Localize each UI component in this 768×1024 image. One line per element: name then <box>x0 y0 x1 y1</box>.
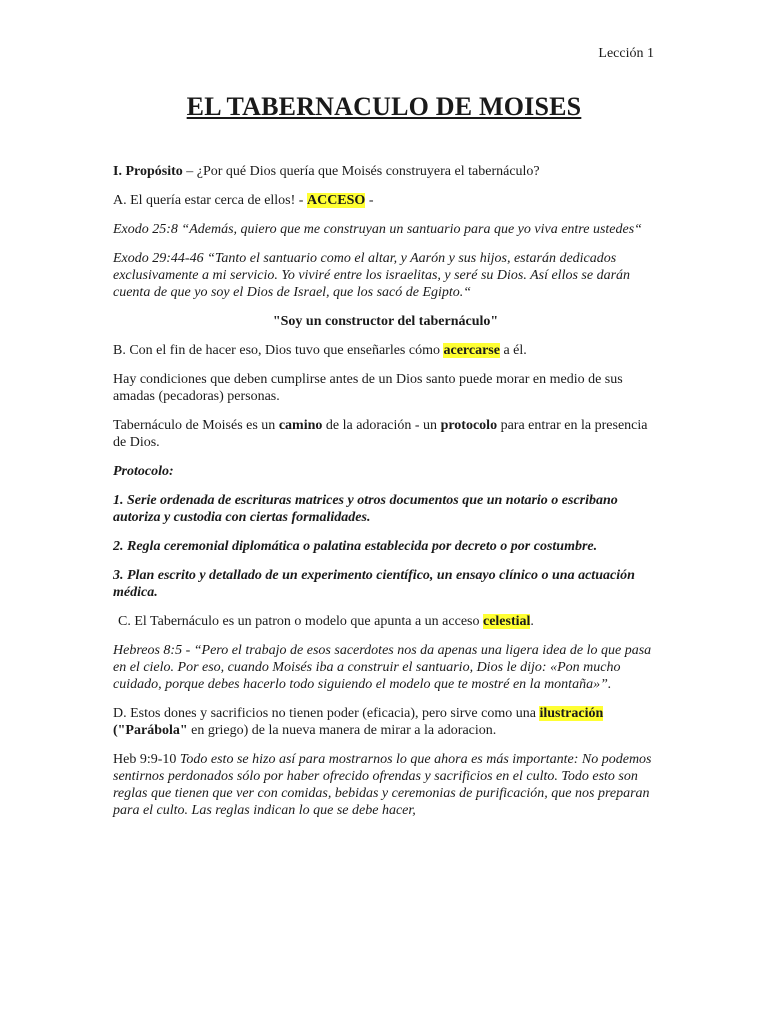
point-d-text: D. Estos dones y sacrificios no tienen poder (eficacia), pero sirve como una <box>113 706 540 721</box>
heb-9-paragraph <box>113 751 658 819</box>
conditions-paragraph: Hay condiciones que deben cumplirse antes de un Dios santo puede morar en medio de sus amadas (pecadoras) personas. <box>113 372 623 404</box>
point-a-highlight: ACCESO <box>306 193 366 208</box>
point-c-paragraph <box>113 613 658 630</box>
lesson-number: Lección 1 <box>598 46 654 61</box>
tabernacle-bold-protocolo: protocolo <box>440 418 498 433</box>
point-c-tail: . <box>530 614 534 629</box>
protocol-item-1: 1. Serie ordenada de escrituras matrices y otros documentos que un notario o escribano autoriza y custodia con ciertas formalidades. <box>113 493 618 525</box>
point-b-tail: a él. <box>499 343 527 358</box>
point-d-tail: en griego) de la nueva manera de mirar a la adoracion. <box>187 723 497 738</box>
tabernacle-paragraph <box>113 417 658 451</box>
tabernacle-text-1: Tabernáculo de Moisés es un <box>113 418 279 433</box>
tabernacle-text-3: para entrar en la presencia de Dios. <box>113 418 648 450</box>
point-d-highlight: ilustración <box>539 706 604 721</box>
constructor-heading: "Soy un constructor del tabernáculo" <box>272 314 499 329</box>
heb-9-text: Todo esto se hizo así para mostrarnos lo que ahora es más importante: No podemos sentirnos perdonados sólo por haber ofrecido ofrendas y sacrificios en el culto. Todo esto son reglas que tienen que ver con comidas, bebidas y ceremonias de purificación, que nos preparan para el culto. Las reglas indican lo que se debe hacer, <box>113 752 652 818</box>
tabernacle-text-2: de la adoración - un <box>322 418 441 433</box>
hebreos-8-quote: Hebreos 8:5 - “Pero el trabajo de esos sacerdotes nos da apenas una ligera idea de lo que pasa en el cielo. Por eso, cuando Moisés iba a construir el santuario, Dios le dijo: «Pon mucho cuidado, porque debes hacerlo todo siguiendo el modelo que te mostré en la montaña»”. <box>113 643 652 692</box>
purpose-paragraph <box>113 163 658 180</box>
protocol-item-2: 2. Regla ceremonial diplomática o palatina establecida por decreto o por costumbre. <box>113 539 598 554</box>
purpose-text: – ¿Por qué Dios quería que Moisés construyera el tabernáculo? <box>182 164 540 179</box>
point-a-paragraph <box>113 192 658 209</box>
page-title: EL TABERNACULO DE MOISES <box>186 92 582 121</box>
heb-9-ref: Heb 9:9-10 <box>113 752 180 767</box>
document-body <box>113 163 658 831</box>
point-a-text: A. El quería estar cerca de ellos! - <box>113 193 307 208</box>
purpose-label: I. Propósito <box>113 164 183 179</box>
protocol-heading: Protocolo: <box>113 464 174 479</box>
exodo-29-quote: Exodo 29:44-46 “Tanto el santuario como el altar, y Aarón y sus hijos, estarán dedicados exclusivamente a mi servicio. Yo viviré entre los israelitas, y seré su Dios. Así ellos se darán cuenta de que yo soy el Dios de Israel, que los sacó de Egipto.“ <box>113 251 631 300</box>
protocol-item-3: 3. Plan escrito y detallado de un experimento científico, un ensayo clínico o una actuación médica. <box>113 568 635 600</box>
point-a-tail: - <box>365 193 374 208</box>
point-d-paragraph <box>113 705 658 739</box>
point-b-text: B. Con el fin de hacer eso, Dios tuvo que enseñarles cómo <box>113 343 444 358</box>
exodo-25-quote: Exodo 25:8 “Además, quiero que me construyan un santuario para que yo viva entre ustedes“ <box>113 222 642 237</box>
tabernacle-bold-camino: camino <box>278 418 323 433</box>
point-d-bold: ("Parábola" <box>113 723 188 738</box>
point-c-text: C. El Tabernáculo es un patron o modelo que apunta a un acceso <box>118 614 483 629</box>
point-b-paragraph <box>113 342 658 359</box>
point-b-highlight: acercarse <box>443 343 500 358</box>
point-c-highlight: celestial <box>482 614 531 629</box>
